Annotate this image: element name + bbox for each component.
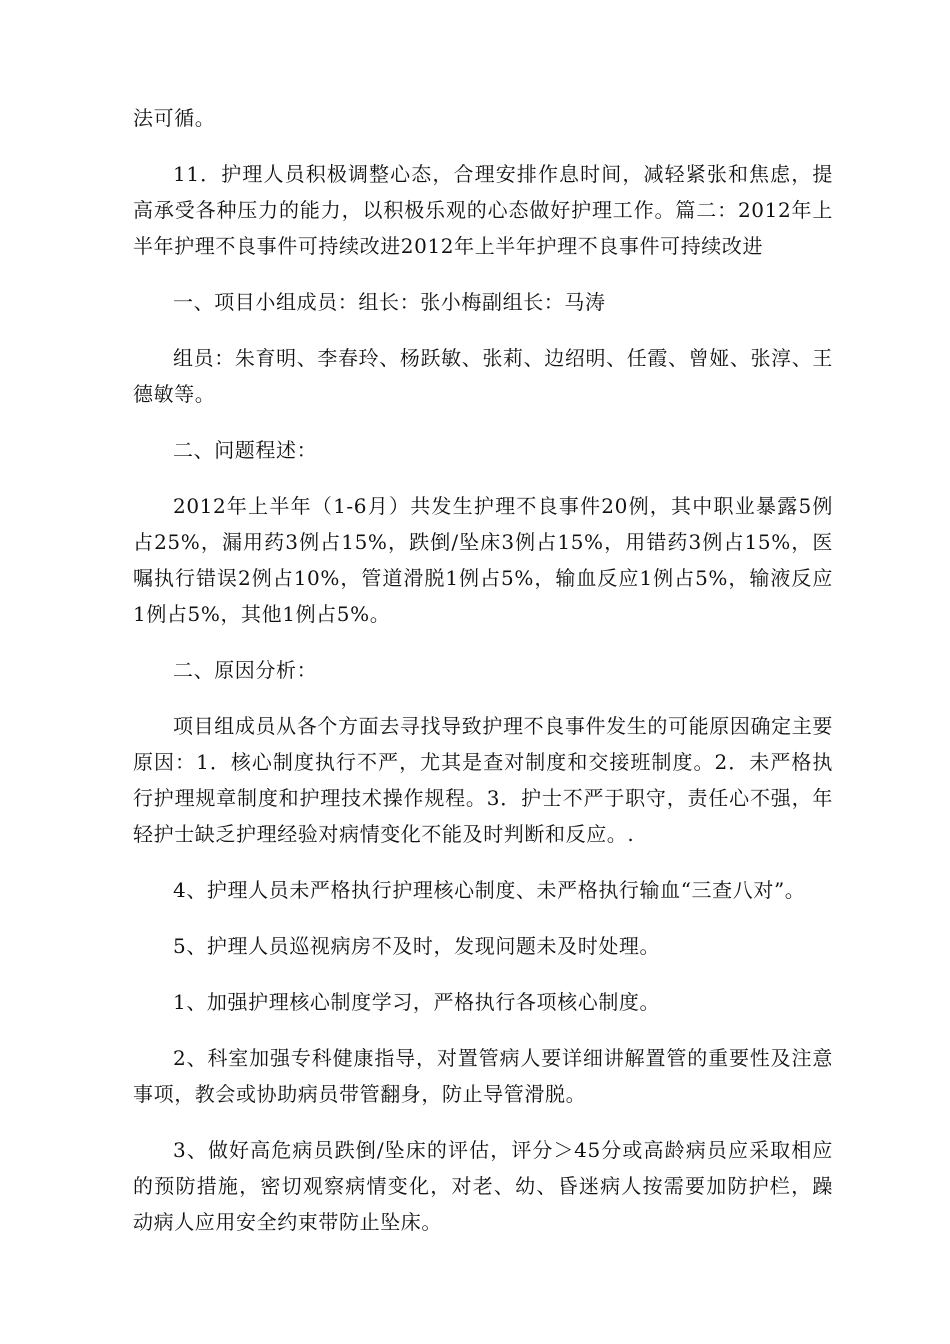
document-body [133,100,833,1260]
paragraph-cause-5: 5、护理人员巡视病房不及时，发现问题未及时处理。 [173,934,661,958]
paragraph-continuation: 法可循。 [133,106,216,130]
paragraph-measure-3: 3、做好高危病员跌倒/坠床的评估，评分＞45分或高龄病员应采取相应的预防措施，密切观察病情变化，对老、幼、昏迷病人按需要加防护栏，躁动病人应用安全约束带防止坠床。 [133,1138,833,1234]
paragraph-team-leaders: 一、项目小组成员：组长：张小梅副组长：马涛 [173,290,606,314]
paragraph-team-members: 组员：朱育明、李春玲、杨跃敏、张莉、边绍明、任霞、曾娅、张淳、王德敏等。 [133,346,833,406]
paragraph-main-causes: 项目组成员从各个方面去寻找导致护理不良事件发生的可能原因确定主要原因：1．核心制度执行不严，尤其是查对制度和交接班制度。2．未严格执行护理规章制度和护理技术操作规程。3．护士不严于职守，责任心不强，年轻护士缺乏护理经验对病情变化不能及时判断和反应。. [133,714,833,846]
paragraph-cause-4: 4、护理人员未严格执行护理核心制度、未严格执行输血“三查八对”。 [173,878,806,902]
section-heading-cause-analysis: 二、原因分析： [173,658,318,682]
section-heading-problem: 二、问题程述： [173,438,318,462]
paragraph-problem-statistics: 2012年上半年（1-6月）共发生护理不良事件20例，其中职业暴露5例占25%，漏用药3例占15%，跌倒/坠床3例占15%，用错药3例占15%，医嘱执行错误2例占10%，管道滑脱1例占5%，输血反应1例占5%，输液反应1例占5%，其他1例占5%。 [133,494,833,626]
paragraph-measure-2: 2、科室加强专科健康指导，对置管病人要详细讲解置管的重要性及注意事项，教会或协助病员带管翻身，防止导管滑脱。 [133,1046,833,1106]
paragraph-measure-1: 1、加强护理核心制度学习，严格执行各项核心制度。 [173,990,661,1014]
paragraph-item-11: 11．护理人员积极调整心态，合理安排作息时间，减轻紧张和焦虑，提高承受各种压力的能力，以积极乐观的心态做好护理工作。篇二：2012年上半年护理不良事件可持续改进2012年上半年护理不良事件可持续改进 [133,162,833,258]
